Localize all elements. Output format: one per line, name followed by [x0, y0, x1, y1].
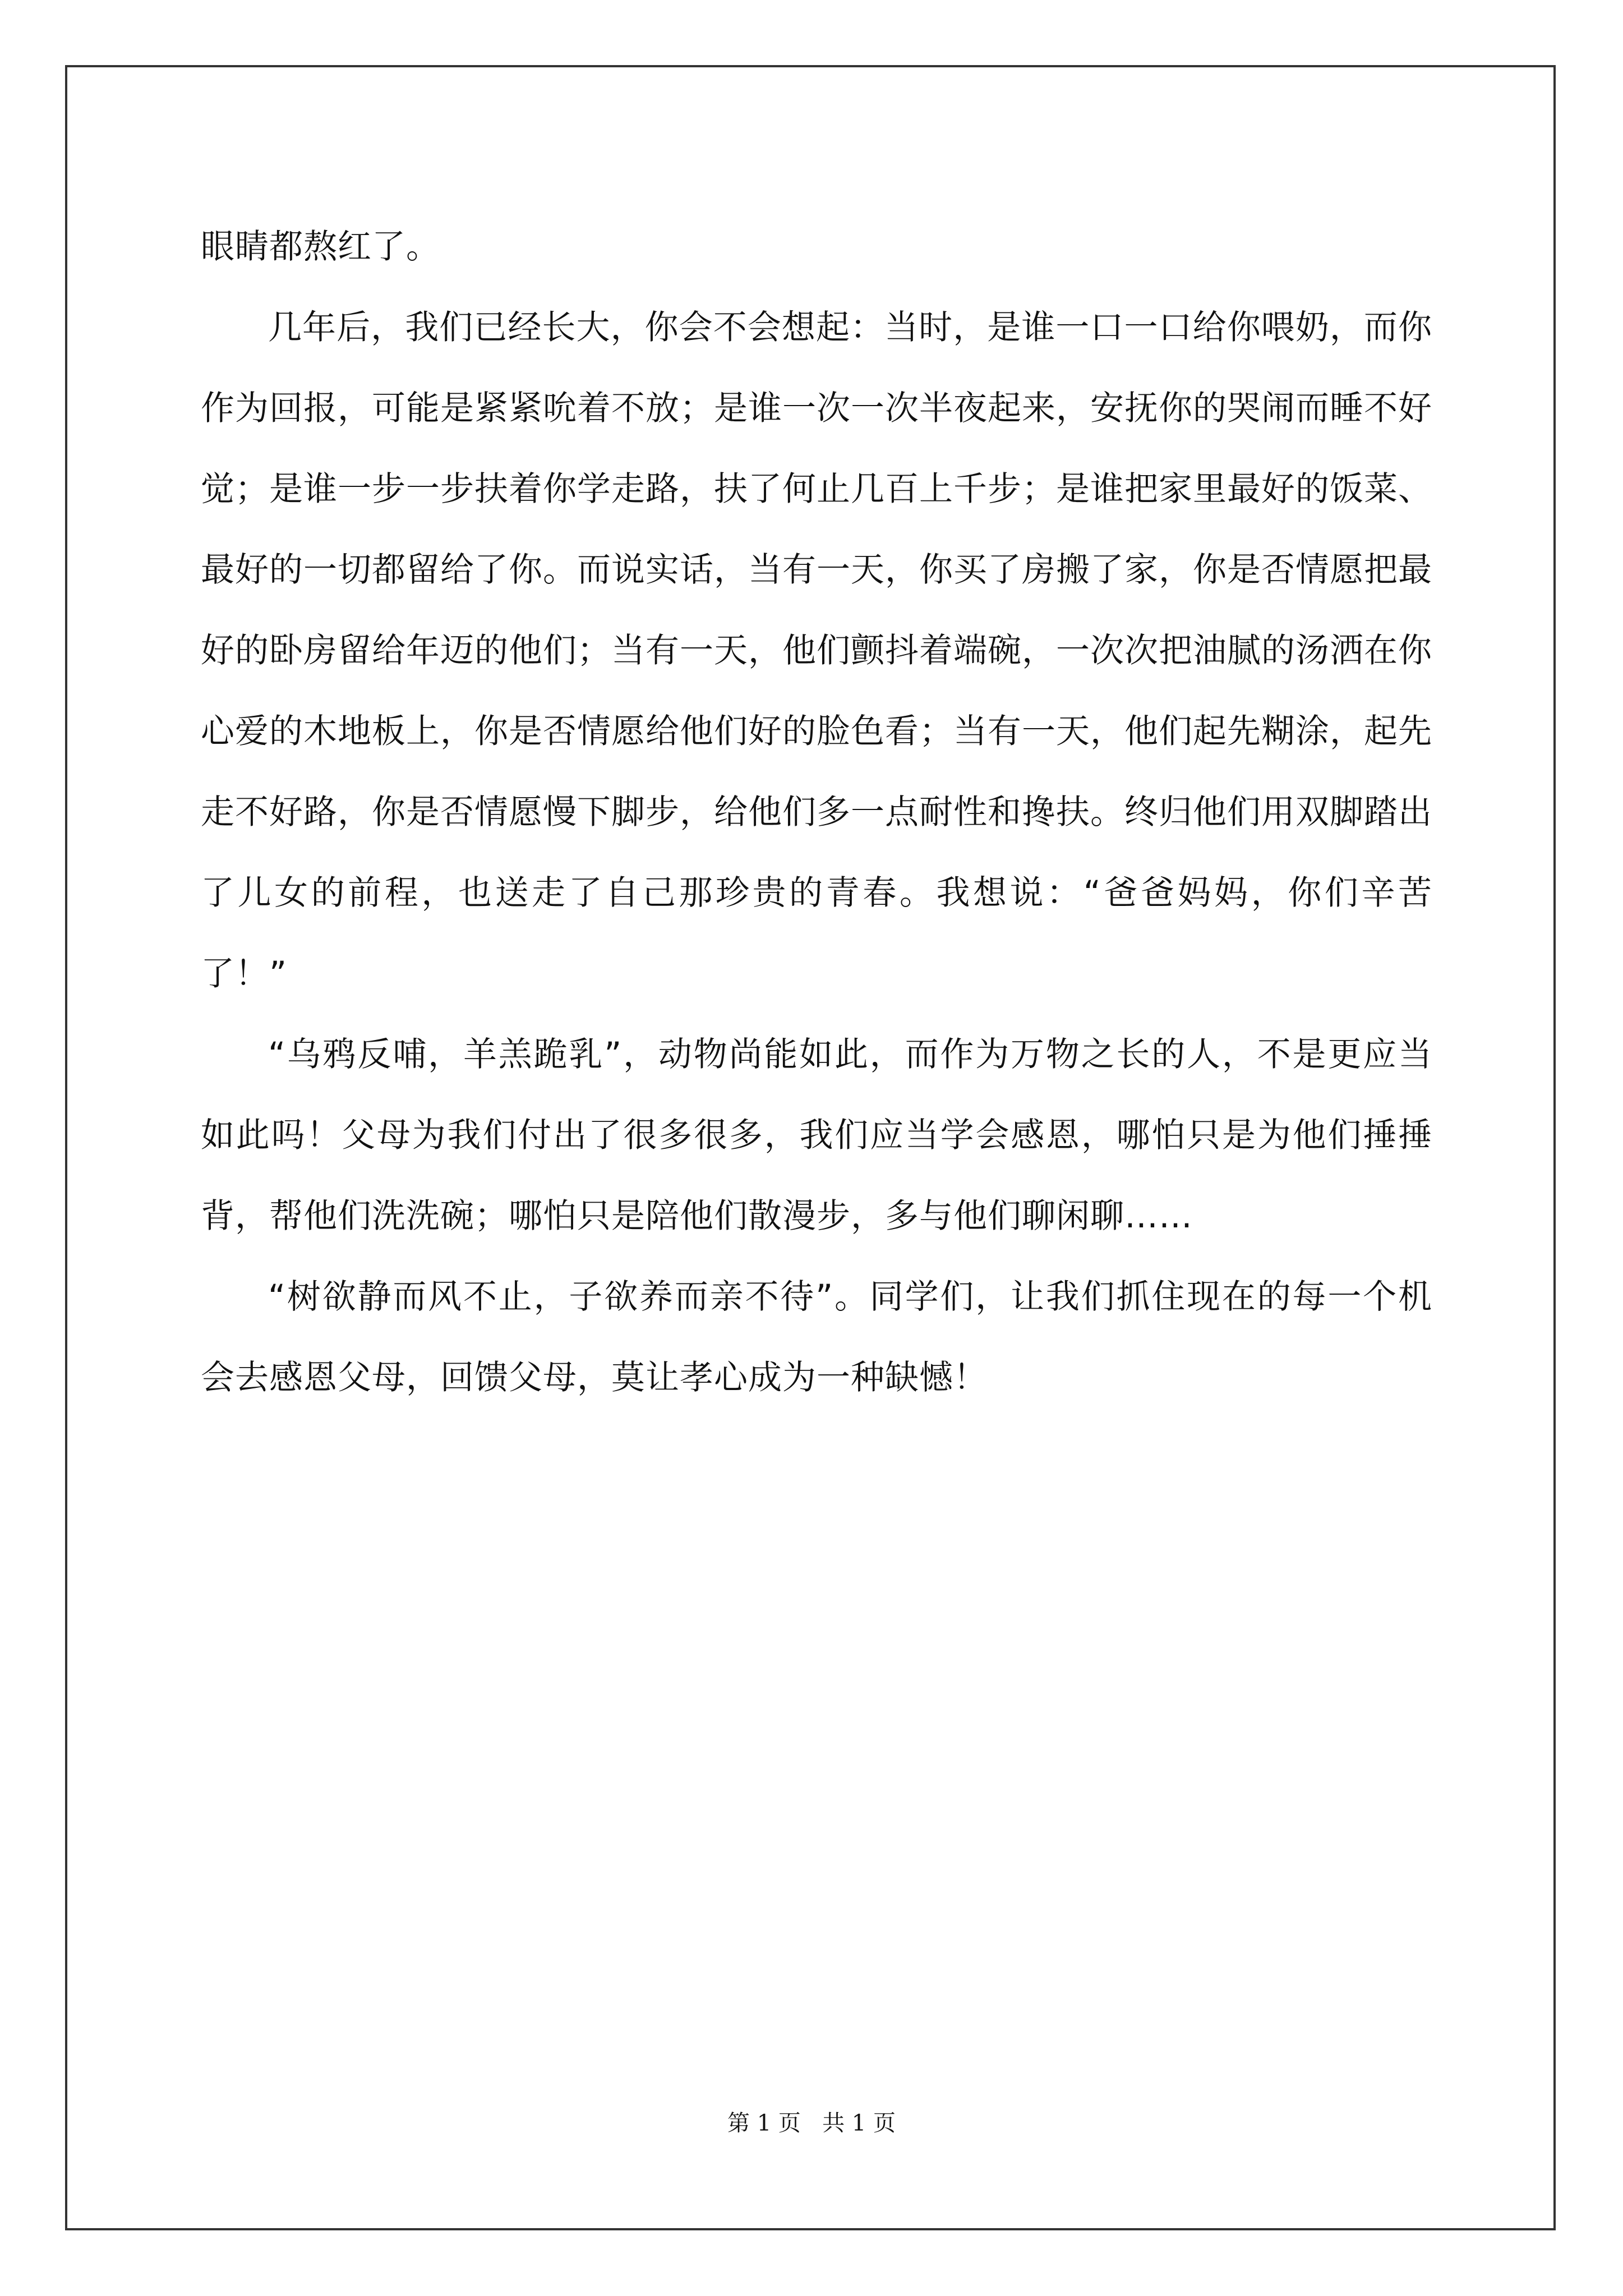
page-number: 第 1 页: [727, 2110, 801, 2136]
paragraph-2: 几年后，我们已经长大，你会不会想起：当时，是谁一口一口给你喂奶，而你作为回报，可能是紧紧吮着不放；是谁一次一次半夜起来，安抚你的哭闹而睡不好觉；是谁一步一步扶着你学走路，扶了何止几百上千步；是谁把家里最好的饭菜、最好的一切都留给了你。而说实话，当有一天，你买了房搬了家，你是否情愿把最好的卧房留给年迈的他们；当有一天，他们颤抖着端碗，一次次把油腻的汤洒在你心爱的木地板上，你是否情愿给他们好的脸色看；当有一天，他们起先糊涂，起先走不好路，你是否情愿慢下脚步，给他们多一点耐性和搀扶。终归他们用双脚踏出了儿女的前程，也送走了自己那珍贵的青春。我想说：“爸爸妈妈，你们辛苦了！”: [201, 308, 1432, 993]
page-footer: [0, 2108, 1623, 2139]
paragraph-1: 眼睛都熬红了。: [201, 227, 440, 266]
paragraph-4: “树欲静而风不止，子欲养而亲不待”。同学们，让我们抓住现在的每一个机会去感恩父母，回馈父母，莫让孝心成为一种缺憾！: [201, 1277, 1432, 1397]
page-total: 共 1 页: [822, 2110, 896, 2136]
paragraph-3: “乌鸦反哺，羊羔跪乳”，动物尚能如此，而作为万物之长的人，不是更应当如此吗！父母为我们付出了很多很多，我们应当学会感恩，哪怕只是为他们捶捶背，帮他们洗洗碗；哪怕只是陪他们散漫步，多与他们聊闲聊……: [201, 1035, 1432, 1236]
document-body: [201, 206, 1432, 1418]
